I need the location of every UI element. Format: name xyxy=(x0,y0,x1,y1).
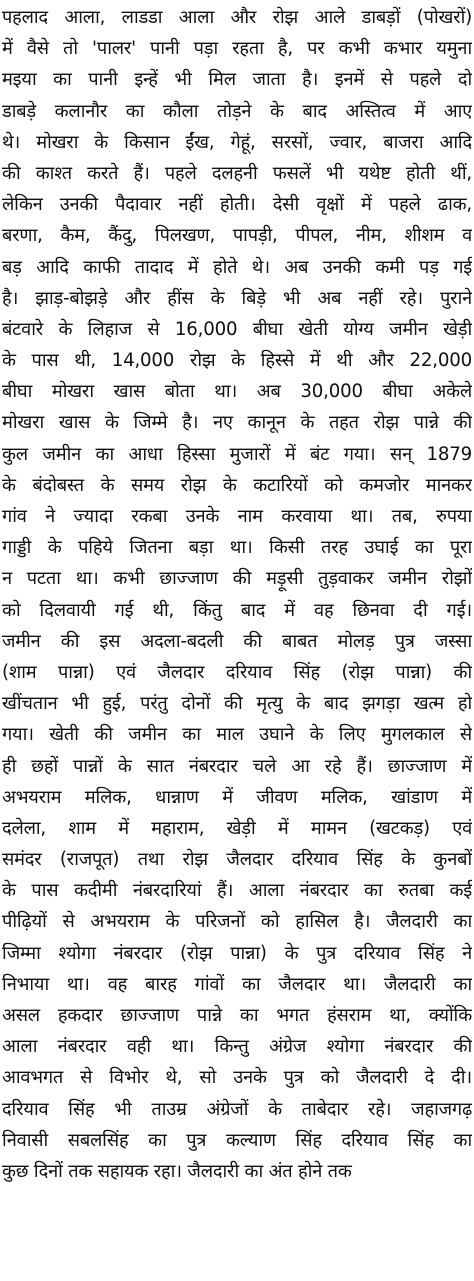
text-line: लेकिन उनकी पैदावार नहीं होती। देसी वृक्षों में पहले ढाक, xyxy=(2,194,472,216)
text-line: असल हकदार छाज्जाण पान्ने का भगत हंसराम था, क्योंकि xyxy=(2,1005,472,1026)
text-line: के पास कदीमी नंबरदारियां हैं। आला नंबरदार का रुतबा कई xyxy=(2,880,472,902)
text-line: निवासी सबलसिंह का पुत्र कल्याण सिंह दरियाव सिंह का xyxy=(2,1129,472,1151)
text-line: समंदर (राजपूत) तथा रोझ जैलदार दरियाव सिंह के कुनबों xyxy=(2,849,472,871)
text-line: के बंदोबस्त के समय रोझ के कटारियों को कमजोर मानकर xyxy=(2,474,472,496)
text-line: अभयराम मलिक, धान्नाण में जीवण मलिक, खांडाण में xyxy=(2,786,472,808)
text-line: (शाम पान्ना) एवं जैलदार दरियाव सिंह (रोझ पान्ना) की xyxy=(2,661,472,683)
text-line: निभाया था। वह बारह गांवों का जैलदार था। जैलदारी का xyxy=(2,973,472,995)
text-line: की काश्त करते हैं। पहले दलहनी फसलें भी यथेष्ट होती थीं, xyxy=(2,162,472,184)
text-line: न पटता था। कभी छाज्जाण की मड़ूसी तुड़वाकर जमीन रोझों xyxy=(2,568,472,590)
text-line: के पास थी, 14,000 रोझ के हिस्से में थी और 22,000 xyxy=(2,350,472,372)
text-line: बड़ आदि काफी तादाद में होते थे। अब उनकी कमी पड़ गई xyxy=(2,256,472,278)
text-line: कुछ दिनों तक सहायक रहा। जैलदारी का अंत होने तक xyxy=(2,1160,352,1182)
text-line: आला नंबरदार वही था। किन्तु अंग्रेज श्योगा नंबरदार की xyxy=(2,1036,472,1058)
text-line: बरणा, कैम, कैंदु, पिलखण, पापड़ी, पीपल, नीम, शीशम व xyxy=(2,225,472,247)
text-line: बीघा मोखरा खास बोता था। अब 30,000 बीघा अकेले xyxy=(2,381,472,403)
text-line: खींचतान भी हुई, परंतु दोनों की मृत्यु के बाद झगड़ा खत्म हो xyxy=(2,693,472,715)
text-line: है। झाड़-बोझड़े और हींस के बिड़े भी अब नहीं रहे। पुराने xyxy=(2,287,472,309)
body-text xyxy=(2,2,472,1187)
text-line: को दिलवायी गई थी, किंतु बाद में वह छिनवा दी गई। xyxy=(2,599,472,621)
text-line: दरियाव सिंह भी ताउम्र अंग्रेजों के ताबेदार रहे। जहाजगढ़ xyxy=(2,1098,472,1120)
text-line: मइया का पानी इन्हें भी मिल जाता है। इनमें से पहले दो xyxy=(2,69,472,91)
text-line: बंटवारे के लिहाज से 16,000 बीघा खेती योग्य जमीन खेड़ी xyxy=(2,318,472,340)
text-line: गाड्डी के पहिये जितना बड़ा था। किसी तरह उघाई का पूरा xyxy=(2,537,472,559)
text-line: दलेला, शाम में महाराम, खेड़ी में मामन (खटकड़) एवं xyxy=(2,817,472,839)
text-line: डाबड़े कलानौर का कौला तोड़ने के बाद अस्तित्व में आए xyxy=(2,100,472,122)
text-line: मोखरा खास के जिम्मे है। नए कानून के तहत रोझ पान्ने की xyxy=(2,412,472,434)
text-line: गया। खेती की जमीन का माल उघाने के लिए मुगलकाल से xyxy=(2,724,472,746)
text-line: गांव ने ज्यादा रकबा उनके नाम करवाया था। तब, रुपया xyxy=(2,506,472,527)
text-line: ही छहों पान्नों के सात नंबरदार चले आ रहे हैं। छाज्जाण में xyxy=(2,755,472,777)
text-line: पीढ़ियों से अभयराम के परिजनों को हासिल है। जैलदारी का xyxy=(2,911,472,933)
text-line: जमीन की इस अदला-बदली की बाबत मोलड़ पुत्र जस्सा xyxy=(2,630,472,652)
text-line: पहलाद आला, लाडडा आला और रोझ आले डाबड़ों (पोखरों) xyxy=(2,7,472,28)
text-line: कुल जमीन का आधा हिस्सा मुजारों में बंट गया। सन् 1879 xyxy=(2,443,472,465)
text-line: में वैसे तो 'पालर' पानी पड़ा रहता है, पर कभी कभार यमुना xyxy=(2,38,472,60)
text-line: थे। मोखरा के किसान ईंख, गेहूं, सरसों, ज्वार, बाजरा आदि xyxy=(2,131,472,153)
text-line: आवभगत से विभोर थे, सो उनके पुत्र को जैलदारी दे दी। xyxy=(2,1067,472,1089)
text-line: जिम्मा श्योगा नंबरदार (रोझ पान्ना) के पुत्र दरियाव सिंह ने xyxy=(2,942,472,964)
